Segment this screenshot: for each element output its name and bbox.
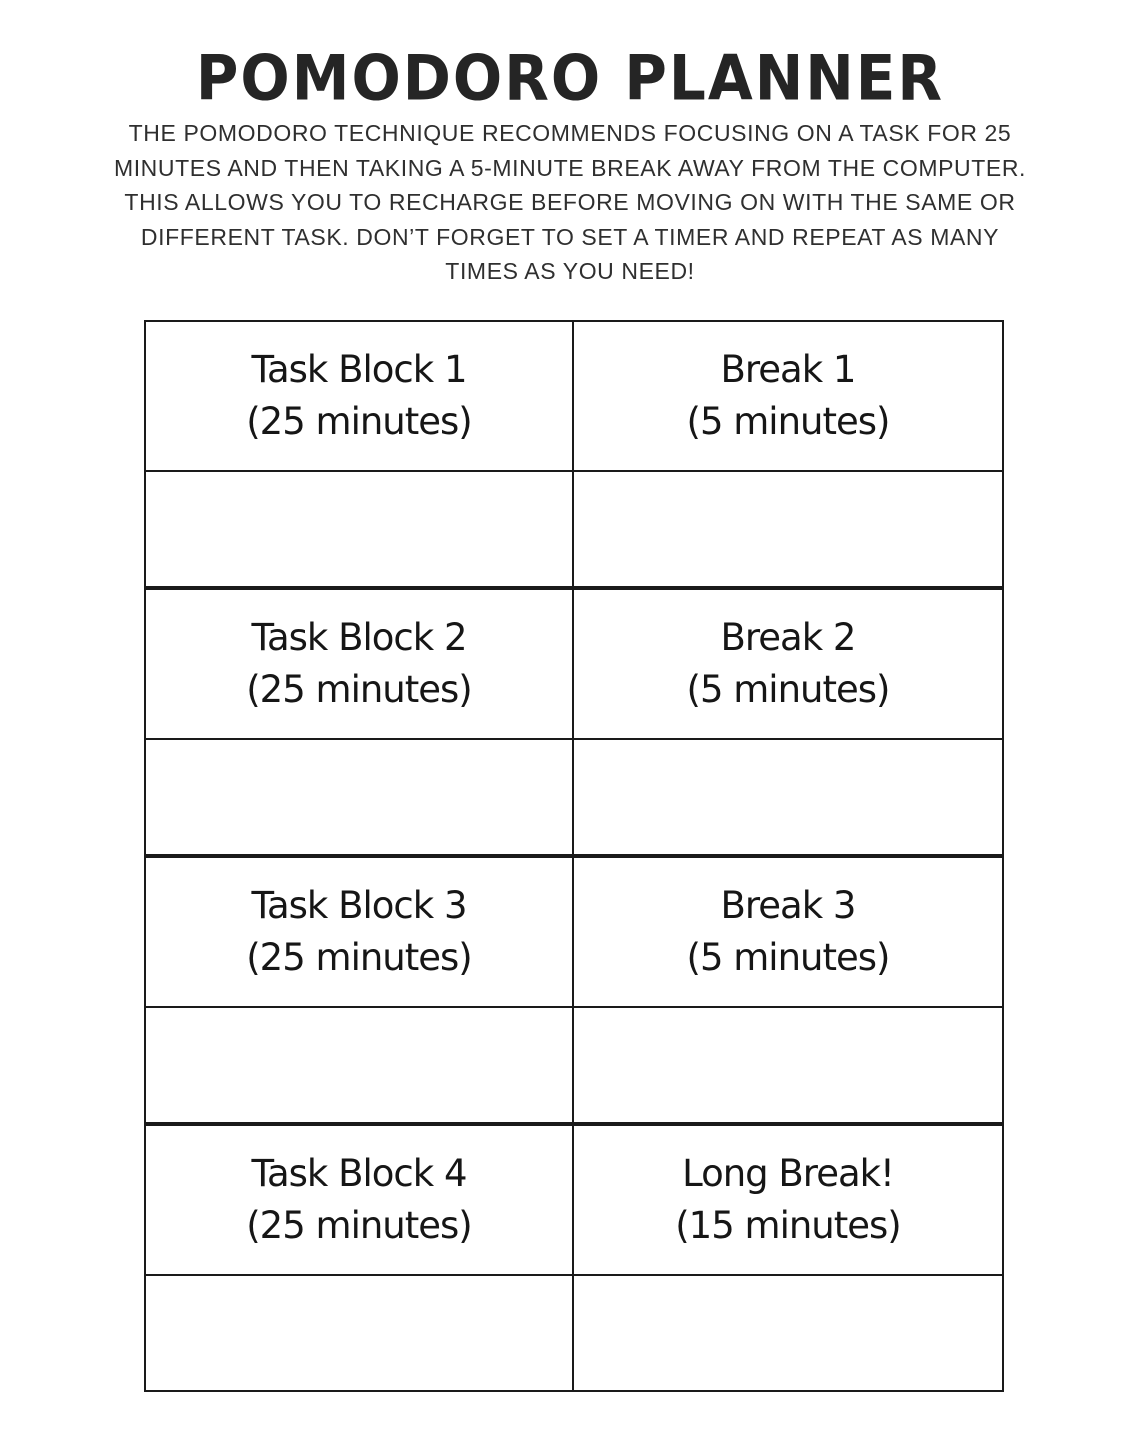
break-header	[574, 322, 1002, 472]
intro-line: MINUTES AND THEN TAKING A 5-MINUTE BREAK AWAY FROM THE COMPUTER.	[113, 154, 1027, 181]
break-notes-cell[interactable]	[574, 1008, 1002, 1122]
page-title: POMODORO PLANNER	[195, 41, 945, 115]
intro-line: DIFFERENT TASK. DON’T FORGET TO SET A TIMER AND REPEAT AS MANY	[140, 223, 1000, 250]
pomodoro-block-3	[144, 856, 1004, 1124]
break-label: Break 1	[720, 348, 856, 391]
intro-line: TIMES AS YOU NEED!	[445, 258, 695, 284]
break-duration: (5 minutes)	[686, 936, 890, 979]
intro-paragraph	[70, 116, 1070, 289]
task-block-label: Task Block 1	[251, 348, 467, 391]
long-break-header	[574, 1126, 1002, 1276]
break-label: Break 2	[720, 616, 856, 659]
task-notes-cell[interactable]	[146, 1276, 574, 1390]
planner-table	[144, 320, 1004, 1392]
break-notes-cell[interactable]	[574, 1276, 1002, 1390]
break-duration: (5 minutes)	[686, 400, 890, 443]
task-notes-cell[interactable]	[146, 1008, 574, 1122]
break-notes-cell[interactable]	[574, 472, 1002, 586]
task-block-duration: (25 minutes)	[246, 1204, 472, 1247]
intro-line: THIS ALLOWS YOU TO RECHARGE BEFORE MOVING ON WITH THE SAME OR	[124, 189, 1016, 215]
task-block-label: Task Block 4	[251, 1152, 467, 1195]
break-header	[574, 858, 1002, 1008]
break-duration: (15 minutes)	[675, 1204, 901, 1247]
task-block-header	[146, 858, 574, 1008]
pomodoro-block-1	[144, 320, 1004, 588]
break-label: Break 3	[720, 884, 856, 927]
pomodoro-block-2	[144, 588, 1004, 856]
break-notes-cell[interactable]	[574, 740, 1002, 854]
break-label: Long Break!	[682, 1152, 894, 1195]
intro-line: THE POMODORO TECHNIQUE RECOMMENDS FOCUSING ON A TASK FOR 25	[128, 120, 1012, 146]
break-duration: (5 minutes)	[686, 668, 890, 711]
task-block-header	[146, 590, 574, 740]
task-block-duration: (25 minutes)	[246, 936, 472, 979]
pomodoro-block-4	[144, 1124, 1004, 1392]
break-header	[574, 590, 1002, 740]
task-block-header	[146, 322, 574, 472]
task-notes-cell[interactable]	[146, 472, 574, 586]
task-block-label: Task Block 3	[251, 884, 467, 927]
task-block-header	[146, 1126, 574, 1276]
task-block-label: Task Block 2	[251, 616, 467, 659]
task-block-duration: (25 minutes)	[246, 400, 472, 443]
task-notes-cell[interactable]	[146, 740, 574, 854]
task-block-duration: (25 minutes)	[246, 668, 472, 711]
